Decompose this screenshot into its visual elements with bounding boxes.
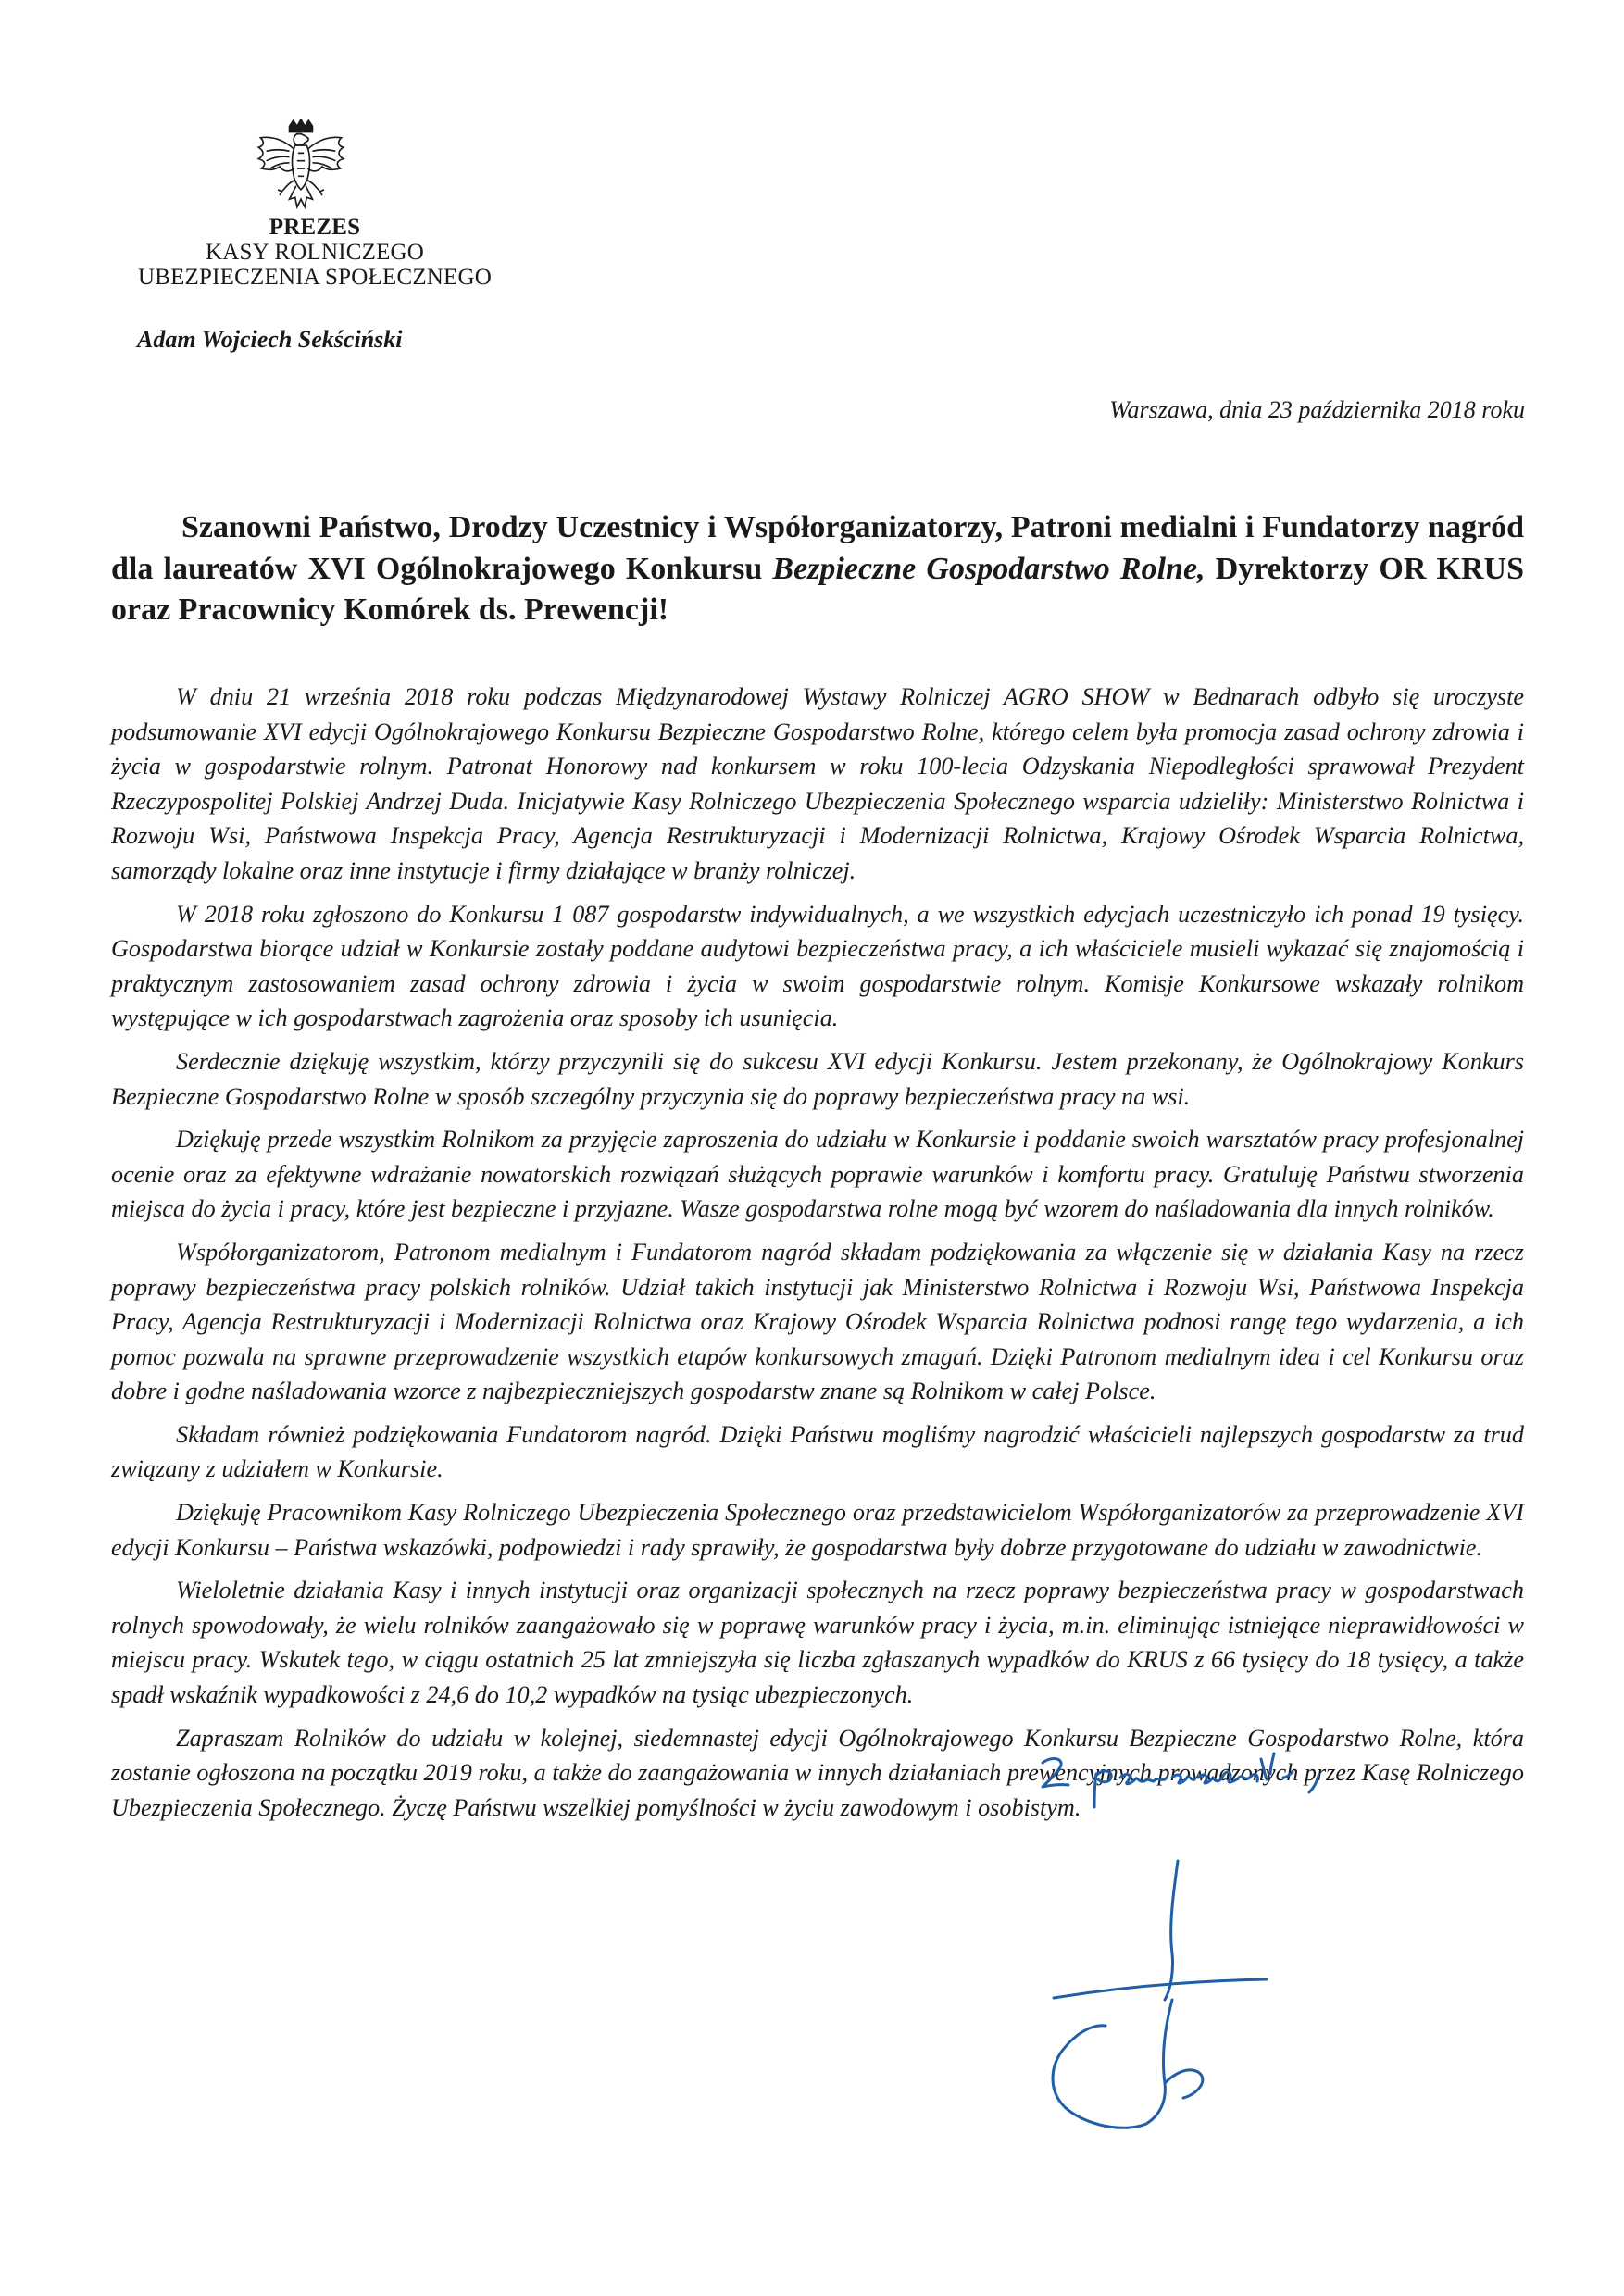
body-paragraph: W 2018 roku zgłoszono do Konkursu 1 087 gospodarstw indywidualnych, a we wszystkich edycjach uczestniczyło ich ponad 19 tysięcy. Gospodarstwa biorące udział w Konkursie zostały poddane audytowi bezpieczeństwa pracy, a ich właściciele musieli wykazać się znajomością i praktycznym zastosowaniem zasad ochrony zdrowia i życia w swoim gospodarstwie rolnym. Komisje Konkursowe wskazały rolnikom występujące w ich gospodarstwach zagrożenia oraz sposoby ich usunięcia. [111,900,1524,1032]
issuer-office-heading [109,215,520,290]
body-paragraph: W dniu 21 września 2018 roku podczas Międzynarodowej Wystawy Rolniczej AGRO SHOW w Bednarach odbyło się uroczyste podsumowanie XVI edycji Ogólnokrajowego Konkursu Bezpieczne Gospodarstwo Rolne, którego celem była promocja zasad ochrony zdrowia i życia w gospodarstwie rolnym. Patronat Honorowy nad konkursem w roku 100-lecia Odzyskania Niepodległości sprawował Prezydent Rzeczypospolitej Polskiej Andrzej Duda. Inicjatywie Kasy Rolniczego Ubezpieczenia Społecznego wsparcia udzieliły: Ministerstwo Rolnictwa i Rozwoju Wsi, Państwowa Inspekcja Pracy, Agencja Restrukturyzacji i Modernizacji Rolnictwa, Krajowy Ośrodek Wsparcia Rolnictwa, samorządy lokalne oraz inne instytucje i firmy działające w branży rolniczej. [111,683,1524,884]
body-paragraph: Wieloletnie działania Kasy i innych instytucji oraz organizacji społecznych na rzecz poprawy bezpieczeństwa pracy w gospodarstwach rolnych spowodowały, że wielu rolników zaangażowało się w poprawę warunków pracy i życia, m.in. eliminując istniejące nieprawidłowości w miejscu pracy. Wskutek tego, w ciągu ostatnich 25 lat zmniejszyła się liczba zgłaszanych wypadków do KRUS z 66 tysięcy do 18 tysięcy, a także spadł wskaźnik wypadkowości z 24,6 do 10,2 wypadków na tysiąc ubezpieczonych. [111,1577,1524,1709]
handwritten-signature [1035,1852,1276,2139]
signer-name: Adam Wojciech Sekściński [137,326,403,353]
body-paragraph: Dziękuję Pracownikom Kasy Rolniczego Ubezpieczenia Społecznego oraz przedstawicielom Współorganizatorów za przeprowadzenie XVI edycji Konkursu – Państwa wskazówki, podpowiedzi i rady sprawiły, że gospodarstwa były dobrze przygotowane do udziału w zawodnictwie. [111,1499,1524,1561]
handwritten-closing [1035,1741,1341,1815]
letter-body [111,680,1524,1833]
body-paragraph: Zapraszam Rolników do udziału w kolejnej, siedemnastej edycji Ogólnokrajowego Konkursu Bezpieczne Gospodarstwo Rolne, która zostanie ogłoszona na początku 2019 roku, a także do zaangażowania w innych działaniach prewencyjnych prowadzonych przez Kasę Rolniczego Ubezpieczenia Społecznego. Życzę Państwu wszelkiej pomyślności w życiu zawodowym i osobistym. [111,1724,1524,1821]
office-title-line-2: KASY ROLNICZEGO [205,240,425,265]
body-paragraph: Dziękuję przede wszystkim Rolnikom za przyjęcie zaproszenia do udziału w Konkursie i poddanie swoich warsztatów pracy profesjonalnej ocenie oraz za efektywne wdrażanie nowatorskich rozwiązań służących poprawie warunków i komfortu pracy. Gratuluję Państwu stworzenia miejsca do życia i pracy, które jest bezpieczne i przyjazne. Wasze gospodarstwa rolne mogą być wzorem do naśladowania dla innych rolników. [111,1126,1524,1223]
date-line: Warszawa, dnia 23 października 2018 roku [1109,396,1525,423]
polish-eagle-emblem-icon [253,119,349,218]
contest-name: Bezpieczne Gospodarstwo Rolne, [772,551,1206,586]
salutation-part-2: Dyrektorzy OR KRUS oraz Pracownicy Komórek ds. Prewencji! [111,551,1525,627]
salutation-part-1: Szanowni Państwo, Drodzy Uczestnicy i Współorganizatorzy, Patroni medialni i Fundatorzy nagród dla laureatów XVI Ogólnokrajowego Konkursu [111,510,1524,586]
body-paragraph: Współorganizatorom, Patronom medialnym i Fundatorom nagród składam podziękowania za włączenie się w działania Kasy na rzecz poprawy bezpieczeństwa pracy polskich rolników. Udział takich instytucji jak Ministerstwo Rolnictwa i Rozwoju Wsi, Państwowa Inspekcja Pracy, Agencja Restrukturyzacji i Modernizacji Rolnictwa oraz Krajowy Ośrodek Wsparcia Rolnictwa podnosi rangę tego wydarzenia, a ich pomoc pozwala na sprawne przeprowadzenie wszystkich etapów konkursowych zmagań. Dzięki Patronom medialnym idea i cel Konkursu oraz dobre i godne naśladowania wzorce z najbezpieczniejszych gospodarstw znane są Rolnikom w całej Polsce. [111,1238,1524,1405]
office-title-line-1: PREZES [269,215,361,240]
body-paragraph: Serdecznie dziękuję wszystkim, którzy przyczynili się do sukcesu XVI edycji Konkursu. Jestem przekonany, że Ogólnokrajowy Konkurs Bezpieczne Gospodarstwo Rolne w sposób szczególny przyczynia się do poprawy bezpieczeństwa pracy na wsi. [111,1047,1524,1110]
salutation [111,507,1524,631]
body-paragraph: Składam również podziękowania Fundatorom nagród. Dzięki Państwu mogliśmy nagrodzić właścicieli najlepszych gospodarstw za trud związany z udziałem w Konkursie. [111,1420,1524,1483]
office-title-line-3: UBEZPIECZENIA SPOŁECZNEGO [137,265,493,290]
